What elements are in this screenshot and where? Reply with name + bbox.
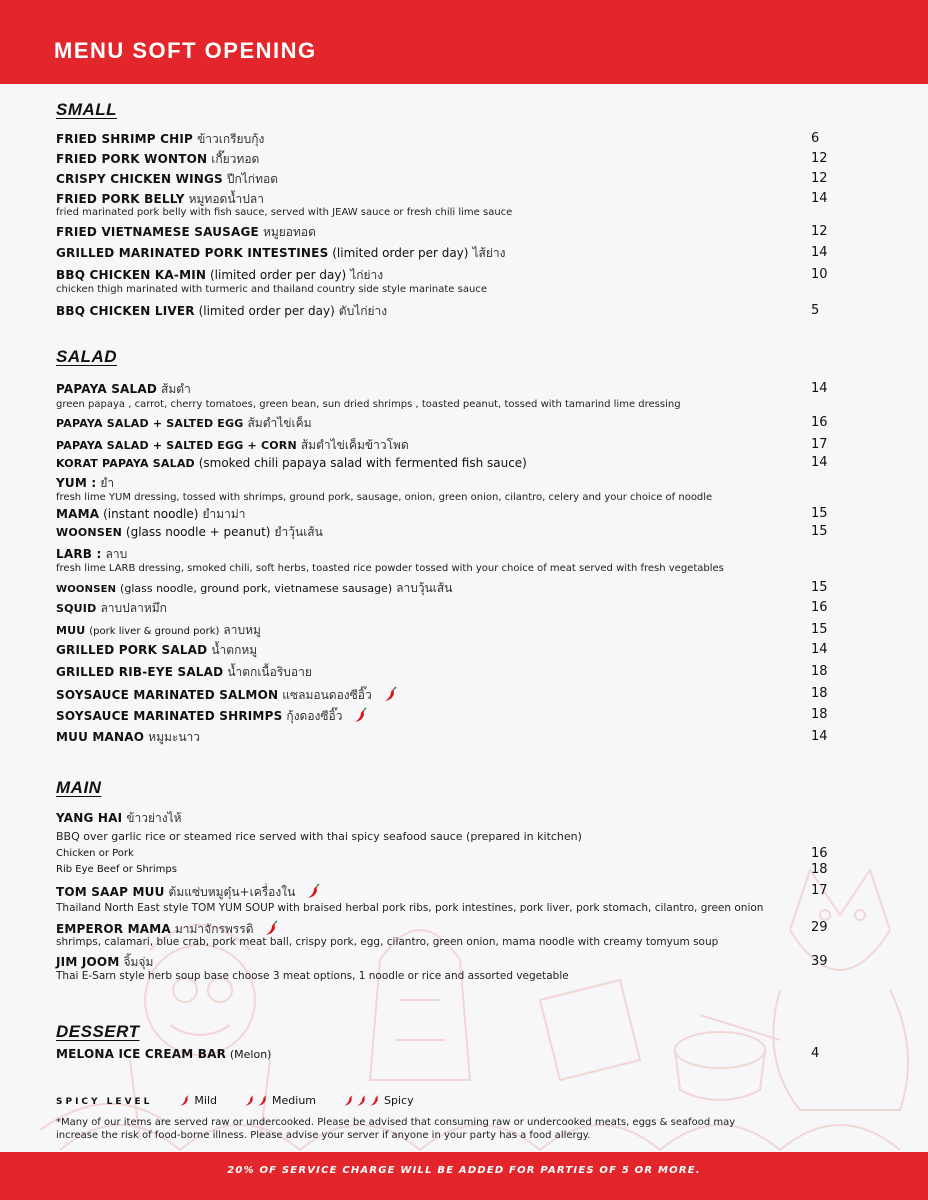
chili-pepper-icon	[382, 686, 398, 702]
section-title-main: MAIN	[56, 778, 102, 797]
menu-item-squid: SQUID ลาบปลาหมึก 16	[56, 600, 828, 615]
item-description: fresh lime LARB dressing, smoked chili, soft herbs, toasted rice powder tossed with your choice of meat served with fresh vegetables	[56, 563, 724, 574]
price: 18	[811, 664, 828, 679]
menu-item-papaya-salted-egg: PAPAYA SALAD + SALTED EGG ส้มตำไข่เค็ม 16	[56, 415, 828, 430]
chili-pepper-icon	[263, 920, 279, 936]
spicy-level-spicy: Spicy	[342, 1093, 414, 1109]
chili-pepper-icon	[305, 883, 321, 899]
price: 15	[811, 524, 828, 539]
section-title-dessert: DESSERT	[56, 1022, 140, 1041]
menu-item-bbq-chicken-ka-min: BBQ CHICKEN KA-MIN (limited order per day) ไก่ย่าง 10	[56, 267, 828, 282]
chili-pepper-icon	[355, 1093, 368, 1107]
menu-item-muu-manao: MUU MANAO หมูมะนาว 14	[56, 729, 828, 744]
price: 15	[811, 580, 828, 595]
menu-item-fried-vietnamese-sausage: FRIED VIETNAMESE SAUSAGE หมูยอทอด 12	[56, 224, 828, 239]
menu-item-chicken-or-pork: Chicken or Pork 16	[56, 846, 828, 861]
price: 6	[811, 131, 820, 146]
menu-item-bbq-chicken-liver: BBQ CHICKEN LIVER (limited order per day) ตับไก่ย่าง 5	[56, 303, 820, 318]
price: 16	[811, 415, 828, 430]
menu-item-tom-saap-muu: TOM SAAP MUU ต้มแซ่บหมูตุ๋น+เครื่องใน 17	[56, 883, 828, 899]
price: 14	[811, 455, 828, 470]
menu-item-mama: MAMA (instant noodle) ยำมาม่า 15	[56, 506, 828, 521]
price: 14	[811, 381, 828, 396]
menu-item-grilled-pork-salad: GRILLED PORK SALAD น้ำตกหมู 14	[56, 642, 828, 657]
chili-pepper-icon	[178, 1093, 191, 1107]
menu-item-larb-woonsen: WOONSEN (glass noodle, ground pork, vietnamese sausage) ลาบวุ้นเส้น 15	[56, 580, 828, 595]
price: 4	[811, 1046, 820, 1061]
item-description: green papaya , carrot, cherry tomatoes, green bean, sun dried shrimps , toasted peanut, tossed with tamarind lime dressing	[56, 399, 681, 410]
price: 14	[811, 642, 828, 657]
spicy-level-medium: Medium	[243, 1093, 316, 1109]
price: 16	[811, 600, 828, 615]
price: 18	[811, 707, 828, 722]
menu-item-muu: MUU (pork liver & ground pork) ลาบหมู 15	[56, 622, 828, 637]
page-title: MENU SOFT OPENING	[54, 38, 317, 63]
price: 39	[811, 954, 828, 969]
menu-item-fried-shrimp-chip: FRIED SHRIMP CHIP ข้าวเกรียบกุ้ง 6	[56, 131, 820, 146]
price: 14	[811, 245, 828, 260]
menu-item-soysauce-shrimps: SOYSAUCE MARINATED SHRIMPS กุ้งดองซีอิ๊ว 18	[56, 707, 828, 723]
spicy-level-label: SPICY LEVEL	[56, 1097, 153, 1107]
price: 10	[811, 267, 828, 282]
menu-item-woonsen: WOONSEN (glass noodle + peanut) ยำวุ้นเส้น 15	[56, 524, 828, 539]
menu-item-grilled-pork-intestines: GRILLED MARINATED PORK INTESTINES (limited order per day) ไส้ย่าง 14	[56, 245, 828, 260]
menu-item-korat-papaya-salad: KORAT PAPAYA SALAD (smoked chili papaya salad with fermented fish sauce) 14	[56, 455, 828, 470]
menu-item-papaya-salted-egg-corn: PAPAYA SALAD + SALTED EGG + CORN ส้มตำไข่เค็มข้าวโพด 17	[56, 437, 828, 452]
price: 14	[811, 191, 828, 206]
item-description: fresh lime YUM dressing, tossed with shrimps, ground pork, sausage, onion, green onion, cilantro, celery and your choice of noodle	[56, 492, 713, 503]
price: 12	[811, 151, 828, 166]
menu-item-yum: YUM : ยำ	[56, 476, 115, 490]
price: 18	[811, 686, 828, 701]
menu-item-crispy-chicken-wings: CRISPY CHICKEN WINGS ปีกไก่ทอด 12	[56, 171, 828, 186]
menu-item-papaya-salad: PAPAYA SALAD ส้มตำ 14	[56, 381, 828, 396]
section-title-small: SMALL	[56, 100, 118, 119]
item-description: Thai E-Sarn style herb soup base choose 3 meat options, 1 noodle or rice and assorted vegetable	[56, 970, 569, 982]
service-charge-notice: 20% OF SERVICE CHARGE WILL BE ADDED FOR PARTIES OF 5 OR MORE.	[227, 1165, 701, 1176]
chili-pepper-icon	[368, 1093, 381, 1107]
price: 17	[811, 437, 828, 452]
chili-pepper-icon	[342, 1093, 355, 1107]
menu-item-fried-pork-belly: FRIED PORK BELLY หมูทอดน้ำปลา 14	[56, 191, 828, 206]
menu-item-jim-joom: JIM JOOM จิ้มจุ่ม 39	[56, 954, 828, 969]
food-safety-disclaimer: *Many of our items are served raw or undercooked. Please be advised that consuming raw or undercooked meats, eggs & seafood may increase the risk of food-borne illness. Please advise your server if anyone in your party has a food allergy.	[56, 1117, 736, 1141]
price: 16	[811, 846, 828, 861]
section-title-salad: SALAD	[56, 347, 118, 366]
item-description: fried marinated pork belly with fish sauce, served with JEAW sauce or fresh chili lime sauce	[56, 207, 513, 218]
chili-pepper-icon	[352, 707, 368, 723]
price: 18	[811, 862, 828, 877]
price: 15	[811, 622, 828, 637]
item-description: chicken thigh marinated with turmeric and thailand country side style marinate sauce	[56, 284, 487, 295]
menu-item-rib-eye-or-shrimps: Rib Eye Beef or Shrimps 18	[56, 862, 828, 877]
price: 12	[811, 171, 828, 186]
chili-pepper-icon	[243, 1093, 256, 1107]
price: 14	[811, 729, 828, 744]
price: 12	[811, 224, 828, 239]
chili-pepper-icon	[256, 1093, 269, 1107]
item-description: Thailand North East style TOM YUM SOUP with braised herbal pork ribs, pork intestines, pork liver, pork stomach, cilantro, green onion	[56, 902, 764, 914]
menu-item-melona-ice-cream-bar: MELONA ICE CREAM BAR (Melon) 4	[56, 1046, 820, 1061]
item-description: shrimps, calamari, blue crab, pork meat ball, crispy pork, egg, cilantro, green onion, mama noodle with creamy tomyum soup	[56, 936, 719, 948]
price: 17	[811, 883, 828, 898]
spicy-level-mild: Mild	[178, 1093, 217, 1109]
menu-item-yang-hai: YANG HAI ข้าวย่างไห้	[56, 811, 182, 825]
menu-item-emperor-mama: EMPEROR MAMA มาม่าจักรพรรดิ 29	[56, 920, 828, 936]
item-description: BBQ over garlic rice or steamed rice served with thai spicy seafood sauce (prepared in kitchen)	[56, 830, 582, 843]
menu-item-larb: LARB : ลาบ	[56, 547, 128, 561]
menu-item-soysauce-salmon: SOYSAUCE MARINATED SALMON แซลมอนดองซีอิ๊ว 18	[56, 686, 828, 702]
menu-item-grilled-rib-eye-salad: GRILLED RIB-EYE SALAD น้ำตกเนื้อริบอาย 18	[56, 664, 828, 679]
menu-item-fried-pork-wonton: FRIED PORK WONTON เกี๊ยวทอด 12	[56, 151, 828, 166]
service-charge-footer	[0, 1152, 928, 1200]
price: 29	[811, 920, 828, 935]
price: 15	[811, 506, 828, 521]
price: 5	[811, 303, 820, 318]
spicy-level-legend	[56, 1093, 414, 1109]
